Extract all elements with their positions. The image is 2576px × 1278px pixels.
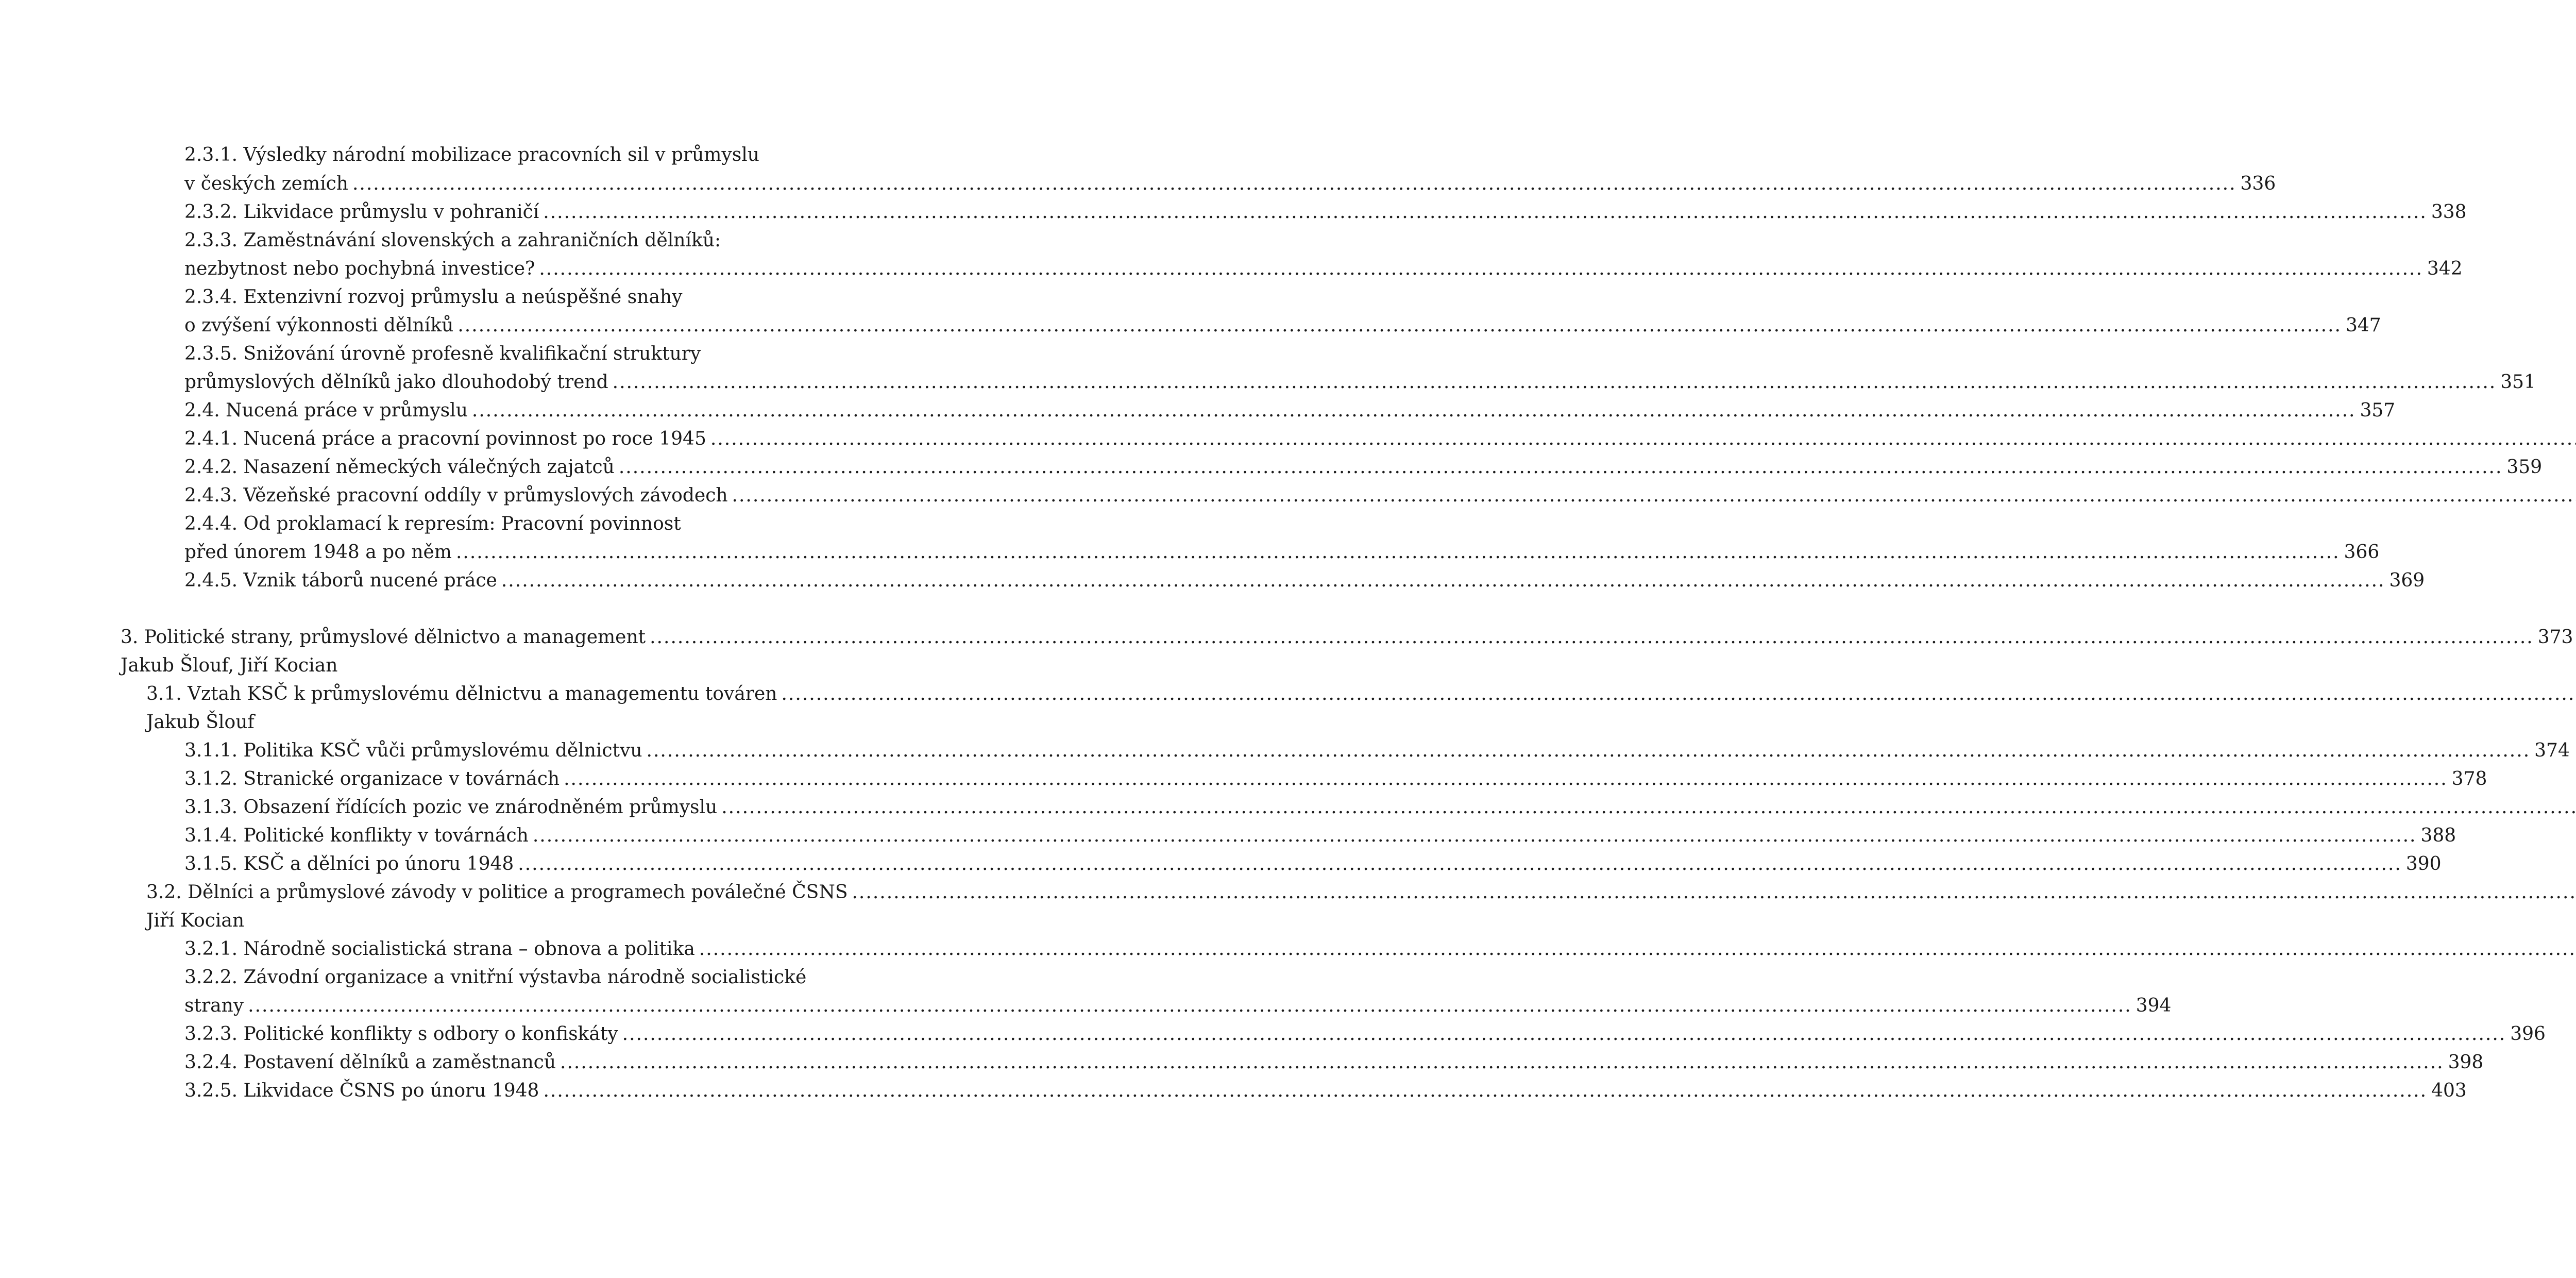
toc-page-number: 336	[2240, 173, 2276, 194]
toc-entry-author: Jiří Kocian	[146, 910, 245, 931]
toc-entry-3-1-1	[184, 737, 2570, 765]
toc-entry-text: 2.3.4. Extenzivní rozvoj průmyslu a neúspěšné snahy	[184, 287, 683, 308]
toc-entry-author: Jakub Šlouf, Jiří Kocian	[121, 655, 338, 676]
toc-entry-2-3-3-line1	[184, 227, 819, 255]
toc-entry-text: 2.3.3. Zaměstnávání slovenských a zahraničních dělníků:	[184, 230, 721, 251]
dot-leader	[560, 1049, 2444, 1077]
toc-entry-text: 3.1.2. Stranické organizace v továrnách	[184, 768, 560, 789]
toc-page-number: 347	[2345, 315, 2381, 336]
toc-entry-text: nezbytnost nebo pochybná investice?	[184, 258, 535, 279]
toc-page-number: 359	[2506, 457, 2543, 478]
dot-leader	[699, 935, 2576, 963]
dot-leader	[539, 255, 2423, 283]
toc-entry-3-1-4	[184, 822, 2456, 850]
toc-entry-3-2-1	[184, 935, 819, 963]
toc-entry-text: 2.4.5. Vznik táborů nucené práce	[184, 570, 497, 591]
dot-leader	[710, 425, 2576, 453]
toc-page-number: 342	[2427, 258, 2463, 279]
toc-entry-text: strany	[184, 995, 244, 1016]
toc-page-number: 357	[2360, 400, 2396, 421]
toc-page-number: 366	[2344, 542, 2380, 563]
toc-entry-2-4-3	[184, 482, 819, 510]
toc-entry-2-4-5	[184, 567, 2425, 595]
dot-leader	[613, 368, 2497, 396]
dot-leader	[647, 737, 2531, 765]
toc-entry-3-1-3	[184, 794, 819, 821]
dot-leader	[622, 1020, 2506, 1048]
toc-entry-2-3-1-line2	[184, 170, 2276, 198]
toc-entry-2-4	[184, 397, 2396, 425]
dot-leader	[518, 850, 2402, 878]
toc-entry-text: 2.4.2. Nasazení německých válečných zajatců	[184, 457, 615, 478]
dot-leader	[352, 170, 2236, 198]
dot-leader	[732, 482, 2576, 510]
toc-entry-text: 2.3.5. Snižování úrovně profesně kvalifikační struktury	[184, 343, 701, 364]
toc-entry-3-2-2-line2	[184, 992, 2172, 1020]
toc-page-number: 394	[2136, 995, 2172, 1016]
toc-entry-3-1-author	[146, 709, 819, 736]
toc-entry-2-3-4-line2	[184, 312, 2381, 340]
toc-entry-text: 2.4.3. Vězeňské pracovní oddíly v průmyslových závodech	[184, 485, 728, 506]
toc-page-number: 378	[2451, 768, 2487, 789]
toc-entry-text: 3.1.1. Politika KSČ vůči průmyslovému dělnictvu	[184, 740, 642, 761]
toc-entry-text: 3.2. Dělníci a průmyslové závody v politice a programech poválečné ČSNS	[146, 882, 848, 903]
toc-entry-3-2-3	[184, 1020, 2546, 1048]
dot-leader	[456, 539, 2340, 566]
toc-entry-3-2	[146, 879, 848, 906]
toc-entry-chapter-3	[121, 624, 2573, 651]
dot-leader	[650, 624, 2534, 651]
toc-entry-text: 2.4. Nucená práce v průmyslu	[184, 400, 468, 421]
toc-entry-3-1-2	[184, 765, 2487, 793]
toc-entry-text: v českých zemích	[184, 173, 348, 194]
toc-entry-3-1-5	[184, 850, 2442, 878]
toc-entry-3-2-4	[184, 1049, 2484, 1077]
toc-page-number: 390	[2405, 853, 2442, 875]
dot-leader	[457, 312, 2342, 340]
toc-entry-text: před únorem 1948 a po něm	[184, 542, 452, 563]
toc-entry-text: 3.2.3. Politické konflikty s odbory o konfiskáty	[184, 1023, 618, 1045]
dot-leader	[472, 397, 2356, 425]
toc-entry-author: Jakub Šlouf	[146, 712, 255, 733]
toc-page-number: 351	[2500, 372, 2536, 393]
dot-leader	[852, 879, 2576, 906]
toc-entry-text: 3.1.5. KSČ a dělníci po únoru 1948	[184, 853, 514, 875]
toc-entry-2-3-5-line2	[184, 368, 2536, 396]
toc-entry-text: 3.2.4. Postavení dělníků a zaměstnanců	[184, 1052, 556, 1073]
toc-entry-text: 3.2.2. Závodní organizace a vnitřní výstavba národně socialistické	[184, 967, 807, 988]
toc-entry-text: 3.1.4. Politické konflikty v továrnách	[184, 825, 529, 846]
toc-page-number: 373	[2537, 627, 2573, 648]
toc-entry-3-2-2-line1	[184, 964, 819, 991]
dot-leader	[533, 822, 2417, 850]
toc-chapter-3-authors	[121, 652, 819, 680]
toc-entry-2-4-4-line1	[184, 510, 819, 538]
toc-page-number: 374	[2534, 740, 2570, 761]
toc-entry-2-3-2	[184, 198, 2467, 226]
toc-page-number: 398	[2448, 1052, 2484, 1073]
dot-leader	[543, 1077, 2427, 1105]
dot-leader	[781, 680, 2576, 708]
toc-entry-2-4-4-line2	[184, 539, 2380, 566]
toc-entry-text: 2.4.1. Nucená práce a pracovní povinnost po roce 1945	[184, 428, 706, 449]
dot-leader	[721, 794, 2576, 821]
toc-entry-text: 3.2.1. Národně socialistická strana – obnova a politika	[184, 938, 695, 960]
toc-entry-text: 2.3.2. Likvidace průmyslu v pohraničí	[184, 201, 539, 223]
dot-leader	[543, 198, 2427, 226]
toc-page-number: 369	[2389, 570, 2425, 591]
toc-entry-2-4-1	[184, 425, 819, 453]
toc-entry-3-2-5	[184, 1077, 2467, 1105]
toc-entry-2-4-2	[184, 453, 2543, 481]
toc-entry-2-3-4-line1	[184, 283, 819, 311]
dot-leader	[248, 992, 2132, 1020]
toc-page-number: 396	[2510, 1023, 2546, 1045]
toc-entry-2-3-1-line1	[184, 141, 819, 169]
toc-entry-2-3-3-line2	[184, 255, 2463, 283]
dot-leader	[564, 765, 2448, 793]
toc-page-number: 403	[2431, 1080, 2467, 1101]
toc-entry-text: 3.1. Vztah KSČ k průmyslovému dělnictvu a managementu továren	[146, 683, 777, 704]
toc-entry-3-1	[146, 680, 819, 708]
toc-entry-text: 3.2.5. Likvidace ČSNS po únoru 1948	[184, 1080, 539, 1101]
toc-page-number: 388	[2420, 825, 2456, 846]
toc-entry-2-3-5-line1	[184, 340, 819, 368]
toc-entry-text: 3. Politické strany, průmyslové dělnictvo a management	[121, 627, 646, 648]
toc-entry-text: 2.3.1. Výsledky národní mobilizace pracovních sil v průmyslu	[184, 144, 759, 165]
dot-leader	[619, 453, 2503, 481]
toc-entry-text: 3.1.3. Obsazení řídících pozic ve znárodněném průmyslu	[184, 797, 718, 818]
toc-entry-text: průmyslových dělníků jako dlouhodobý trend	[184, 372, 608, 393]
dot-leader	[501, 567, 2385, 595]
toc-entry-3-2-author	[146, 907, 819, 935]
toc-entry-text: o zvýšení výkonnosti dělníků	[184, 315, 454, 336]
toc-entry-text: 2.4.4. Od proklamací k represím: Pracovní povinnost	[184, 513, 681, 534]
toc-page-number: 338	[2431, 201, 2467, 223]
